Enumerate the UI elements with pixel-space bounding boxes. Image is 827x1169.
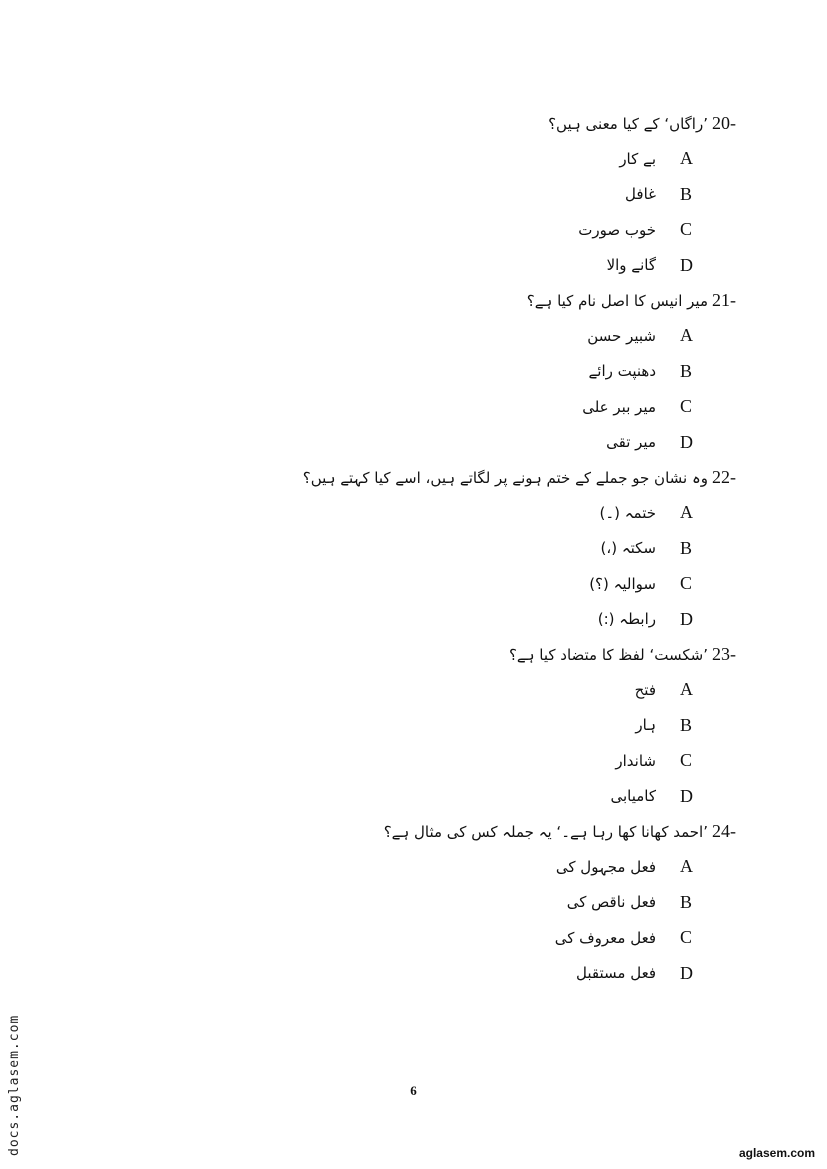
question-number: 20- <box>712 113 736 133</box>
question-stem <box>216 814 736 849</box>
option-a <box>216 672 736 708</box>
option-b <box>216 531 736 567</box>
question-number: 24- <box>712 821 736 841</box>
option-text: سکتہ (،) <box>600 539 656 558</box>
option-text: غافل <box>625 185 656 204</box>
option-b <box>216 708 736 744</box>
option-d <box>216 425 736 461</box>
option-letter: D <box>680 254 693 275</box>
option-text: خوب صورت <box>578 220 656 239</box>
question-text: ’احمد کھانا کھا رہا ہے۔‘ یہ جملہ کس کی مثال ہے؟ <box>383 822 708 841</box>
option-letter: C <box>680 927 693 948</box>
option-text: ختمہ (۔) <box>599 503 656 522</box>
option-letter: A <box>680 856 693 877</box>
option-text: کامیابی <box>610 787 656 806</box>
option-d <box>216 956 736 992</box>
option-d <box>216 779 736 815</box>
option-letter: A <box>680 325 693 346</box>
option-text: فعل مستقبل <box>576 964 656 983</box>
option-text: فتح <box>634 680 656 699</box>
option-text: فعل ناقص کی <box>566 893 656 912</box>
option-letter: A <box>680 679 693 700</box>
question-20 <box>216 106 736 283</box>
option-letter: D <box>680 431 693 452</box>
question-21 <box>216 283 736 460</box>
option-letter: C <box>680 573 693 594</box>
option-c <box>216 389 736 425</box>
option-text: شاندار <box>615 751 656 770</box>
question-text: ’راگاں‘ کے کیا معنی ہیں؟ <box>548 114 708 133</box>
option-letter: B <box>680 183 693 204</box>
option-d <box>216 602 736 638</box>
option-letter: D <box>680 608 693 629</box>
option-text: فعل معروف کی <box>554 928 656 947</box>
option-text: میر تقی <box>606 433 656 452</box>
question-stem <box>216 283 736 318</box>
question-number: 23- <box>712 644 736 664</box>
option-letter: C <box>680 750 693 771</box>
option-a <box>216 141 736 177</box>
option-letter: B <box>680 537 693 558</box>
option-b <box>216 354 736 390</box>
option-text: گانے والا <box>606 256 656 275</box>
question-23 <box>216 637 736 814</box>
option-a <box>216 495 736 531</box>
question-list <box>216 106 736 991</box>
option-b <box>216 885 736 921</box>
question-text: میر انیس کا اصل نام کیا ہے؟ <box>526 291 708 310</box>
question-stem <box>216 637 736 672</box>
side-watermark: docs.aglasem.com <box>7 1014 22 1156</box>
option-c <box>216 920 736 956</box>
question-24 <box>216 814 736 991</box>
option-letter: D <box>680 785 693 806</box>
option-c <box>216 743 736 779</box>
option-text: میر ببر علی <box>582 397 656 416</box>
question-text: وہ نشان جو جملے کے ختم ہونے پر لگاتے ہیں، اسے کیا کہتے ہیں؟ <box>302 468 708 487</box>
option-d <box>216 248 736 284</box>
option-text: فعل مجہول کی <box>555 857 656 876</box>
option-text: دھنپت رائے <box>588 362 656 381</box>
option-letter: D <box>680 962 693 983</box>
option-c <box>216 212 736 248</box>
option-letter: B <box>680 360 693 381</box>
option-letter: C <box>680 396 693 417</box>
option-b <box>216 177 736 213</box>
option-text: سوالیہ (؟) <box>589 574 656 593</box>
question-number: 21- <box>712 290 736 310</box>
option-text: بے کار <box>619 149 656 168</box>
option-a <box>216 318 736 354</box>
question-stem <box>216 106 736 141</box>
option-letter: B <box>680 714 693 735</box>
option-text: رابطہ (:) <box>597 610 656 629</box>
option-c <box>216 566 736 602</box>
footer-brand: aglasem.com <box>738 1146 815 1160</box>
option-letter: A <box>680 502 693 523</box>
option-a <box>216 849 736 885</box>
question-number: 22- <box>712 467 736 487</box>
option-text: ہار <box>635 716 656 735</box>
option-letter: C <box>680 219 693 240</box>
question-22 <box>216 460 736 637</box>
question-text: ’شکست‘ لفظ کا متضاد کیا ہے؟ <box>508 645 708 664</box>
question-stem <box>216 460 736 495</box>
option-letter: A <box>680 148 693 169</box>
option-letter: B <box>680 891 693 912</box>
page-number: 6 <box>410 1083 417 1098</box>
option-text: شبیر حسن <box>587 326 656 345</box>
